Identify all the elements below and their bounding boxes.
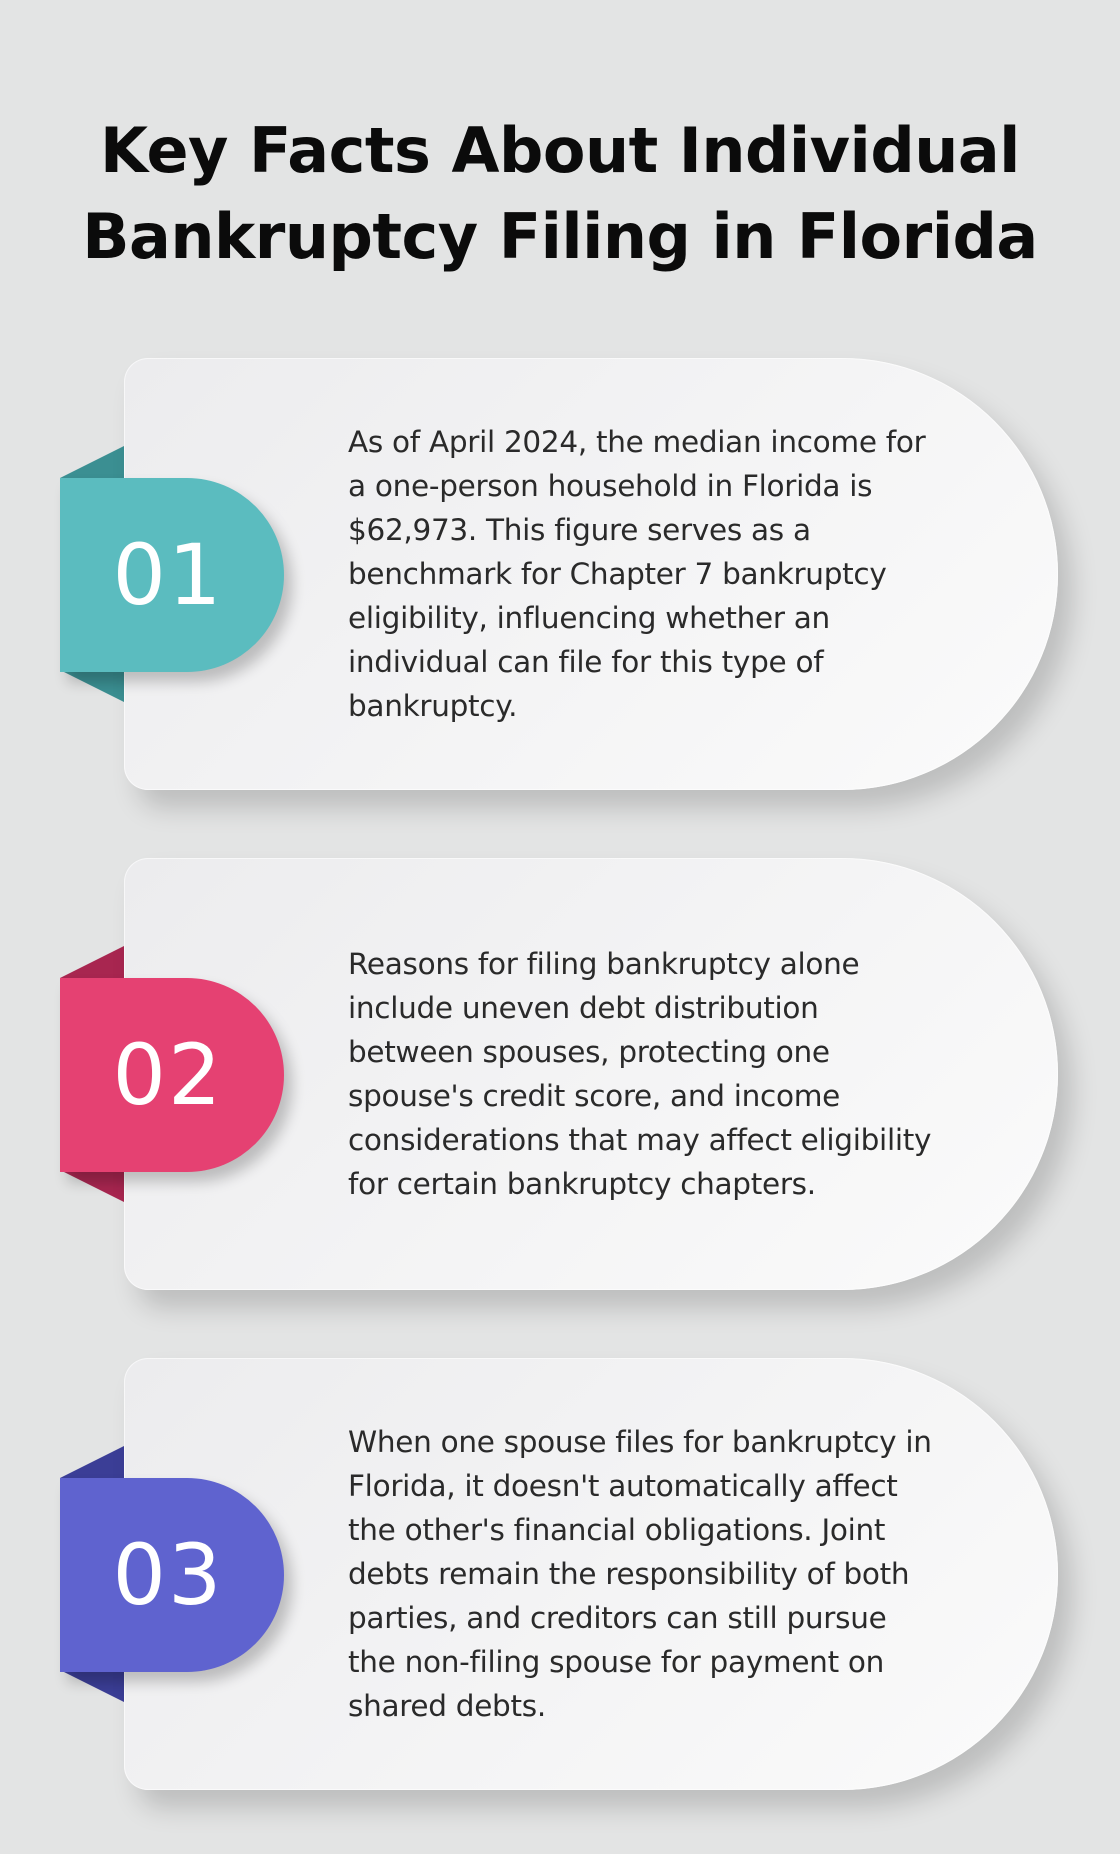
number-badge-1 bbox=[60, 478, 284, 672]
page-title bbox=[0, 108, 1120, 280]
title-line-1: Key Facts About Individual bbox=[100, 114, 1020, 187]
badge-number-1: 01 bbox=[112, 526, 224, 624]
number-badge-2 bbox=[60, 978, 284, 1172]
fact-text-2: Reasons for filing bankruptcy alone include uneven debt distribution between spouses, protecting one spouse's credit score, and income considerations that may affect eligibility for certain bankruptcy chapters. bbox=[348, 947, 932, 1201]
title-line-2: Bankruptcy Filing in Florida bbox=[82, 200, 1038, 273]
number-badge-3 bbox=[60, 1478, 284, 1672]
fact-text-1: As of April 2024, the median income for a one-person household in Florida is $62,973. This figure serves as a benchmark for Chapter 7 bankruptcy eligibility, influencing whether an individual can file for this type of bankruptcy. bbox=[348, 425, 926, 723]
badge-number-3: 03 bbox=[112, 1526, 224, 1624]
badge-number-2: 02 bbox=[112, 1026, 224, 1124]
fact-text-3: When one spouse files for bankruptcy in Florida, it doesn't automatically affect the other's financial obligations. Joint debts remain the responsibility of both parties, and creditors can still pursue the non-filing spouse for payment on shared debts. bbox=[348, 1425, 932, 1723]
